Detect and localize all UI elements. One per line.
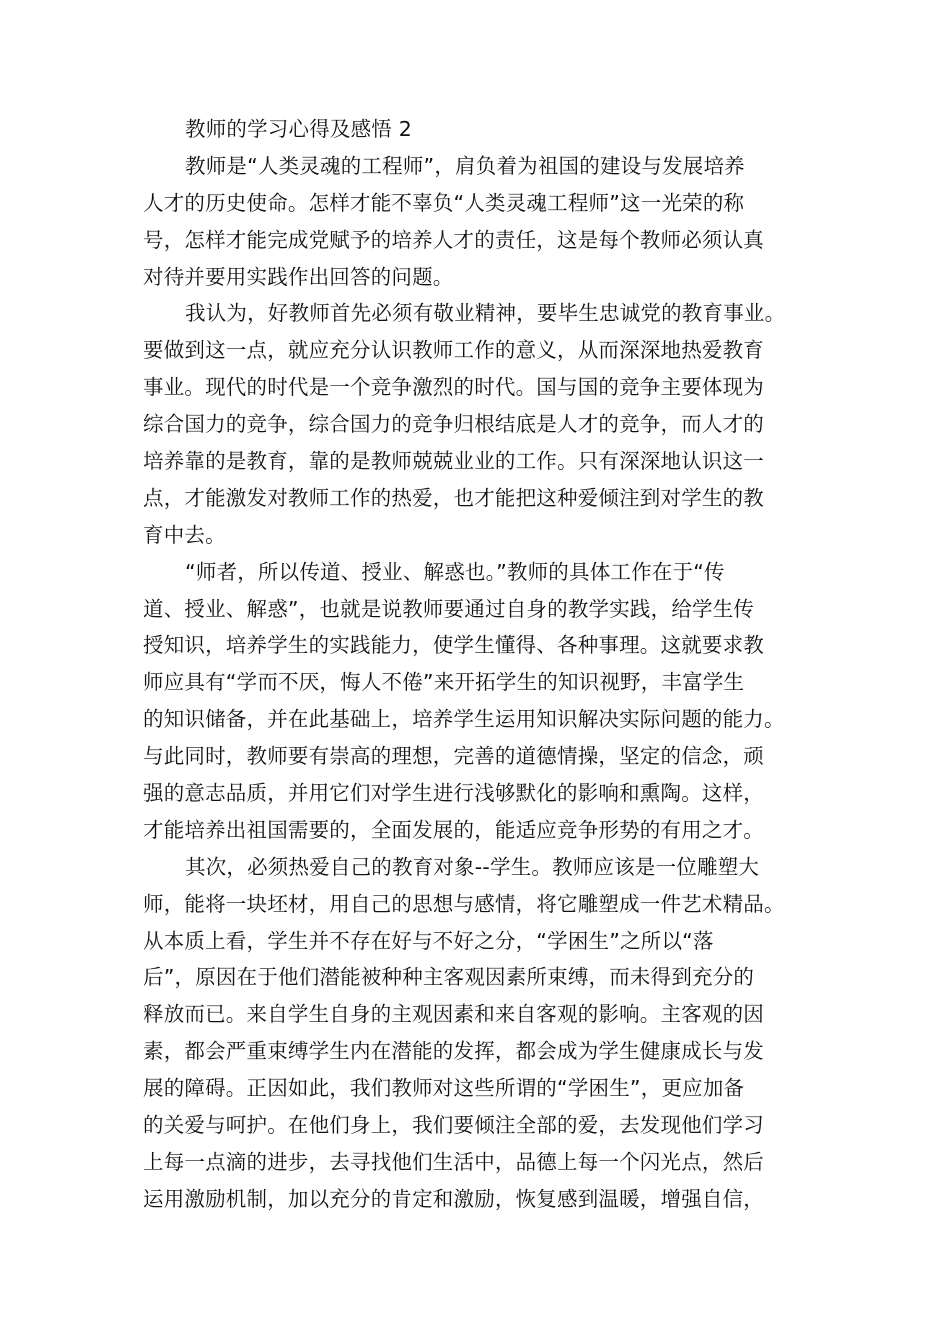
paragraph-2	[143, 295, 823, 553]
paragraph-line: 释放而已。来自学生自身的主观因素和来自客观的影响。主客观的因	[143, 1002, 764, 1027]
paragraph-line: 运用激励机制，加以充分的肯定和激励，恢复感到温暖，增强自信，	[143, 1186, 764, 1211]
paragraph-line: 授知识，培养学生的实践能力，使学生懂得、各种事理。这就要求教	[143, 633, 764, 658]
paragraph-line: 教师是“人类灵魂的工程师”，肩负着为祖国的建设与发展培养	[185, 153, 745, 178]
paragraph-line: 师应具有“学而不厌，悔人不倦”来开拓学生的知识视野，丰富学生	[143, 670, 745, 695]
paragraph-line: 才能培养出祖国需要的，全面发展的，能适应竞争形势的有用之才。	[143, 817, 764, 842]
paragraph-line: 道、授业、解惑”，也就是说教师要通过自身的教学实践，给学生传	[143, 596, 755, 621]
paragraph-line: 从本质上看，学生并不存在好与不好之分，“学困生”之所以“落	[143, 928, 714, 953]
paragraph-line: 强的意志品质，并用它们对学生进行浅够默化的影响和熏陶。这样，	[143, 781, 764, 806]
paragraph-line: 对待并要用实践作出回答的问题。	[143, 264, 454, 289]
paragraph-line: 展的障碍。正因如此，我们教师对这些所谓的“学困生”，更应加备	[143, 1076, 745, 1101]
paragraph-line: “师者，所以传道、授业、解惑也。”教师的具体工作在于“传	[185, 559, 725, 584]
paragraph-line: 的关爱与呵护。在他们身上，我们要倾注全部的爱，去发现他们学习	[143, 1113, 764, 1138]
paragraph-line: 事业。现代的时代是一个竞争激烈的时代。国与国的竞争主要体现为	[143, 375, 764, 400]
paragraph-line: 育中去。	[143, 522, 226, 547]
paragraph-line: 人才的历史使命。怎样才能不辜负“人类灵魂工程师”这一光荣的称	[143, 190, 745, 215]
paragraph-line: 我认为，好教师首先必须有敬业精神，要毕生忠诚党的教育事业。	[185, 301, 786, 326]
paragraph-3	[143, 554, 823, 849]
paragraph-line: 号，怎样才能完成党赋予的培养人才的责任，这是每个教师必须认真	[143, 227, 764, 252]
paragraph-line: 师，能将一块坯材，用自己的思想与感情，将它雕塑成一件艺术精品。	[143, 891, 785, 916]
paragraph-line: 素，都会严重束缚学生内在潜能的发挥，都会成为学生健康成长与发	[143, 1039, 764, 1064]
paragraph-line: 综合国力的竞争，综合国力的竞争归根结底是人才的竞争，而人才的	[143, 412, 764, 437]
paragraph-line: 点，才能激发对教师工作的热爱，也才能把这种爱倾注到对学生的教	[143, 485, 764, 510]
paragraph-1	[143, 148, 823, 296]
paragraph-line: 上每一点滴的进步，去寻找他们生活中，品德上每一个闪光点，然后	[143, 1149, 764, 1174]
paragraph-line: 培养靠的是教育，靠的是教师兢兢业业的工作。只有深深地认识这一	[143, 449, 764, 474]
paragraph-4	[143, 849, 823, 1218]
paragraph-line: 的知识储备，并在此基础上，培养学生运用知识解决实际问题的能力。	[143, 707, 785, 732]
paragraph-line: 与此同时，教师要有崇高的理想，完善的道德情操，坚定的信念，顽	[143, 744, 764, 769]
paragraph-line: 后”，原因在于他们潜能被种种主客观因素所束缚，而未得到充分的	[143, 965, 755, 990]
document-body	[143, 111, 823, 1218]
paragraph-line: 其次，必须热爱自己的教育对象--学生。教师应该是一位雕塑大	[185, 854, 760, 879]
paragraph-line: 要做到这一点，就应充分认识教师工作的意义，从而深深地热爱教育	[143, 338, 764, 363]
document-title: 教师的学习心得及感悟 2	[185, 117, 412, 141]
